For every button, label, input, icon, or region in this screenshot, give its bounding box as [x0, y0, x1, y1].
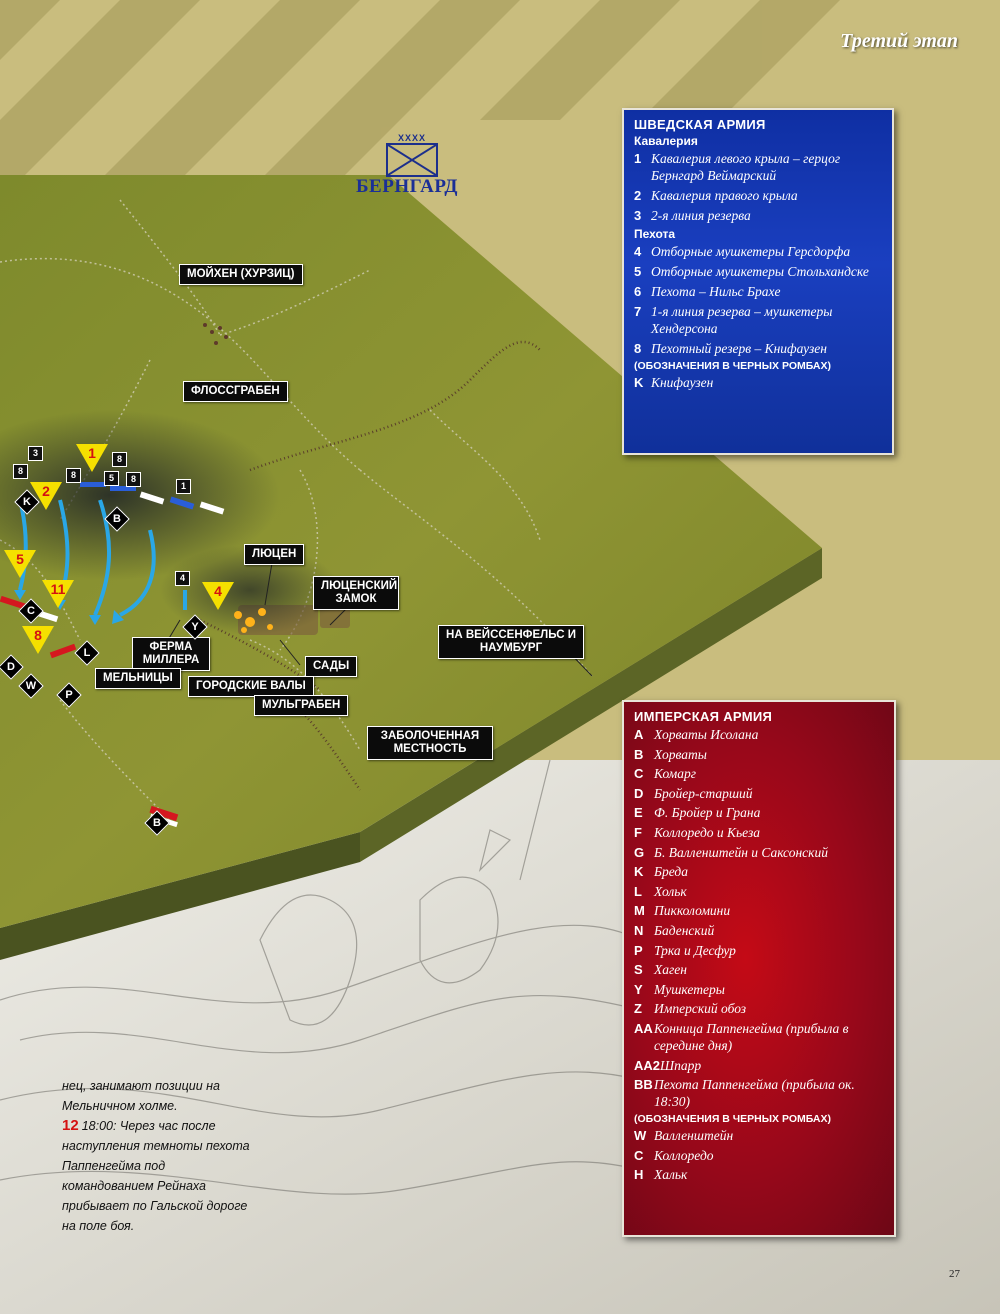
corps-name: БЕРНГАРД: [356, 176, 459, 197]
legend-item: AA Конница Паппенгейма (прибыла в середине дня): [634, 1020, 849, 1053]
narrative-text: [62, 1076, 252, 1236]
legend-item: 4 Отборные мушкетеры Герсдорфа: [634, 244, 851, 259]
legend-item: 1 Кавалерия левого крыла – герцог Бернгард Веймарский: [634, 151, 841, 183]
place-label: ФЛОССГРАБЕН: [183, 381, 288, 402]
place-label: ЛЮЦЕНСКИЙ ЗАМОК: [313, 576, 399, 610]
legend-item: 8 Пехотный резерв – Книфаузен: [634, 341, 827, 356]
swedish-unit-marker: 4: [202, 582, 234, 610]
legend-item: G Б. Валленштейн и Саксонский: [634, 844, 828, 860]
legend-item: P Трка и Десфур: [634, 942, 736, 958]
place-label: НА ВЕЙССЕНФЕЛЬС И НАУМБУРГ: [438, 625, 584, 659]
narrative-item: 12 18:00: Через час после наступления темноты пехота Паппенгейма под командованием Рейнаха прибывает по Гальской дороге на поле боя.: [62, 1117, 250, 1233]
unit-number: 4: [175, 571, 190, 586]
legend-item: E Ф. Бройер и Грана: [634, 805, 761, 821]
swedish-unit-marker: 2: [30, 482, 62, 510]
place-label: МЕЛЬНИЦЫ: [95, 668, 181, 689]
cavalry-symbol-icon: [386, 143, 438, 177]
place-label: ЗАБОЛОЧЕННАЯ МЕСТНОСТЬ: [367, 726, 493, 760]
legend-item: N Баденский: [634, 922, 715, 938]
legend-item: L Хольк: [634, 883, 687, 899]
legend-item: 7 1-я линия резерва – мушкетеры Хендерсона: [634, 304, 833, 336]
legend-item: A Хорваты Исолана: [634, 727, 759, 742]
imperial-unit-marker: L: [74, 640, 99, 665]
unit-number: 5: [104, 471, 119, 486]
legend-item: 5 Отборные мушкетеры Стольхандске: [634, 264, 869, 279]
unit-number: 8: [13, 464, 28, 479]
imperial-unit-marker: K: [14, 489, 39, 514]
legend-item: B Хорваты: [634, 746, 707, 762]
legend-item: C Коллоредо: [634, 1147, 714, 1163]
infantry-heading: Пехота: [634, 227, 676, 241]
imperial-army-legend: [622, 700, 896, 1237]
unit-number: 8: [66, 468, 81, 483]
place-label: ЛЮЦЕН: [244, 544, 304, 565]
legend-item: K Книфаузен: [634, 375, 714, 390]
imperial-legend-items: [634, 726, 886, 1110]
imperial-unit-marker: B: [144, 810, 169, 835]
unit-number: 8: [126, 472, 141, 487]
legend-item: 3 2-я линия резерва: [634, 208, 751, 223]
legend-item: W Валленштейн: [634, 1128, 734, 1144]
place-label: МОЙХЕН (ХУРЗИЦ): [179, 264, 303, 285]
unit-number: 1: [176, 479, 191, 494]
legend-item: S Хаген: [634, 962, 687, 978]
legend-item: AA2 Шпарр: [634, 1057, 702, 1073]
place-label: ГОРОДСКИЕ ВАЛЫ: [188, 676, 314, 697]
imperial-unit-marker: P: [56, 682, 81, 707]
legend-item: F Коллоредо и Кьеза: [634, 824, 760, 840]
swedish-unit-marker: 8: [22, 626, 54, 654]
imperial-unit-marker: Y: [182, 614, 207, 639]
unit-number: 3: [28, 446, 43, 461]
section-title: Третий этап: [840, 30, 958, 52]
page-number: 27: [949, 1268, 960, 1280]
cavalry-heading: Кавалерия: [634, 134, 698, 148]
imperial-unit-marker: W: [18, 673, 43, 698]
legend-item: M Пикколомини: [634, 903, 731, 919]
place-label: МУЛЬГРАБЕН: [254, 695, 348, 716]
diamond-note: (ОБОЗНАЧЕНИЯ В ЧЕРНЫХ РОМБАХ): [634, 1113, 831, 1126]
imperial-unit-marker: C: [18, 598, 43, 623]
place-label: САДЫ: [305, 656, 357, 677]
echelon-marker: XXXX: [397, 133, 426, 143]
legend-item: Z Имперский обоз: [634, 1001, 747, 1017]
legend-item: C Комарг: [634, 766, 697, 782]
army-corps-symbol: [386, 133, 438, 177]
legend-item: Y Мушкетеры: [634, 981, 725, 997]
place-label: ФЕРМА МИЛЛЕРА: [132, 637, 210, 671]
unit-number: 8: [112, 452, 127, 467]
legend-item: D Бройер-старший: [634, 785, 753, 801]
imperial-unit-marker: D: [0, 654, 24, 679]
narrative-continued: нец, занимают позиции на Мельничном холме.: [62, 1079, 220, 1113]
legend-item: K Бреда: [634, 864, 688, 880]
legend-item: BB Пехота Паппенгейма (прибыла ок. 18:30): [634, 1077, 855, 1110]
swedish-unit-marker: 5: [4, 550, 36, 578]
legend-item: H Хальк: [634, 1167, 688, 1183]
swedish-army-legend: [622, 108, 894, 455]
legend-item: 6 Пехота – Нильс Брахе: [634, 284, 781, 299]
diamond-note: (ОБОЗНАЧЕНИЯ В ЧЕРНЫХ РОМБАХ): [634, 360, 831, 372]
imperial-unit-marker: B: [104, 506, 129, 531]
swedish-unit-marker: 11: [42, 580, 74, 608]
legend-title: ИМПЕРСКАЯ АРМИЯ: [634, 709, 773, 724]
legend-title: ШВЕДСКАЯ АРМИЯ: [634, 117, 766, 132]
legend-item: 2 Кавалерия правого крыла: [634, 188, 798, 203]
swedish-unit-marker: 1: [76, 444, 108, 472]
